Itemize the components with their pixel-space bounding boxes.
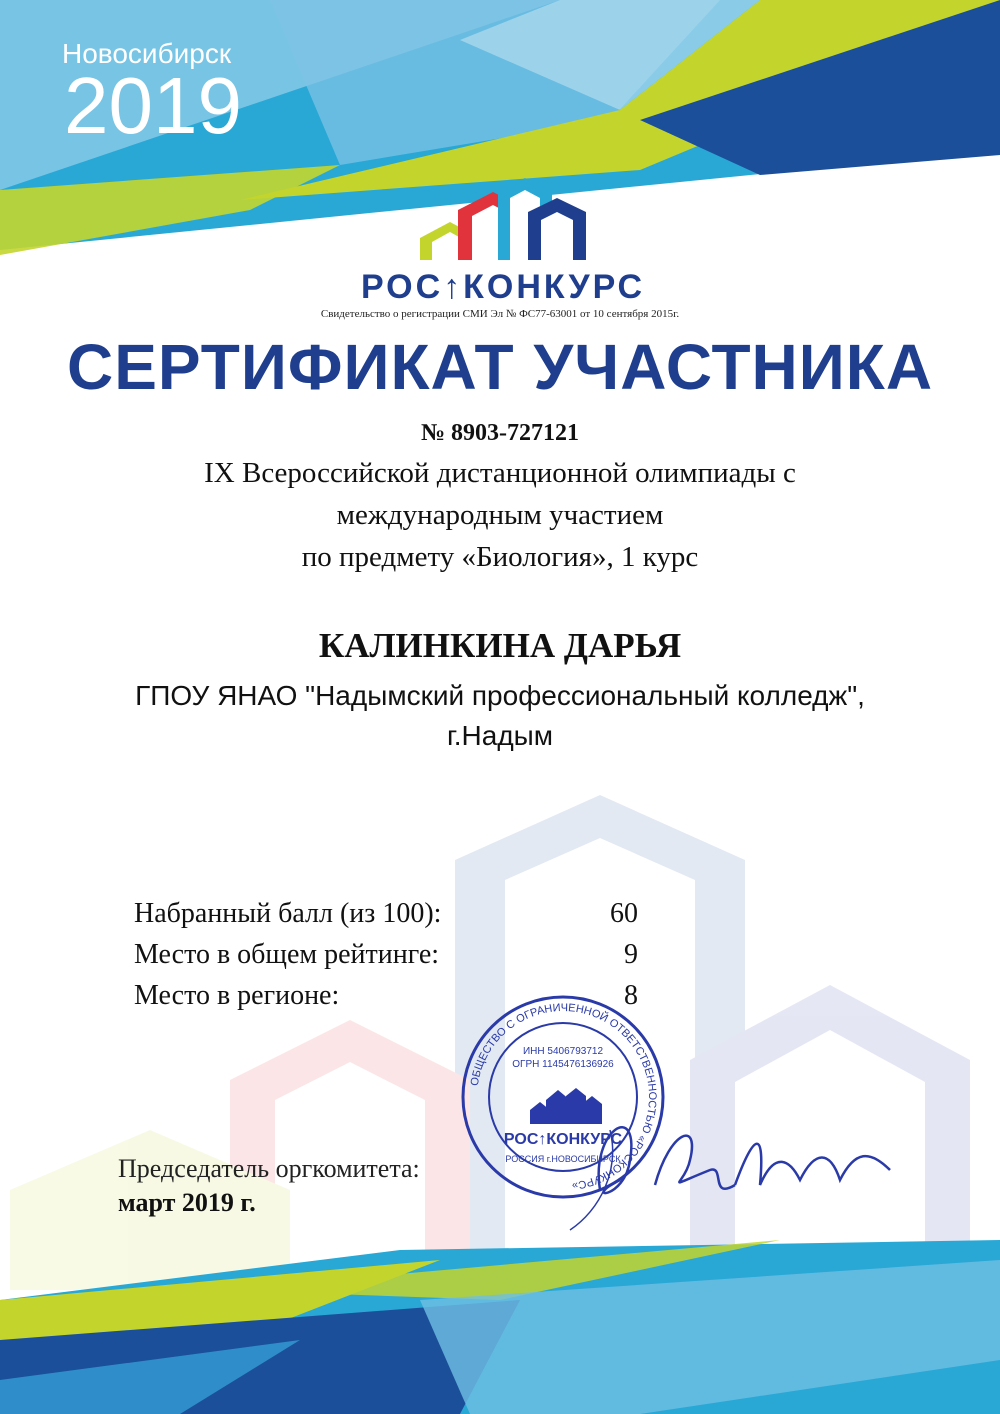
- organization: [0, 676, 1000, 756]
- organization-line: ГПОУ ЯНАО "Надымский профессиональный колледж",: [135, 680, 865, 711]
- result-value: 60: [610, 898, 638, 929]
- participant-name: КАЛИНКИНА ДАРЬЯ: [318, 626, 682, 665]
- certificate-number: № 8903-727121: [420, 420, 580, 446]
- result-label: Место в регионе:: [134, 980, 340, 1011]
- result-value: 9: [624, 939, 638, 970]
- description-line: международным участием: [336, 499, 664, 531]
- chairman-label: Председатель оргкомитета:: [118, 1154, 420, 1183]
- result-label: Набранный балл (из 100):: [134, 898, 442, 929]
- brand-logo-text: РОС↑КОНКУРС: [360, 268, 646, 306]
- result-row-score: [134, 898, 638, 930]
- stamp-inn: ИНН 5406793712: [522, 1046, 604, 1057]
- stamp-location: РОССИЯ г.НОВОСИБИРСК: [505, 1154, 621, 1164]
- year-label: 2019: [64, 61, 242, 150]
- signature-image: [560, 1090, 910, 1240]
- stamp-ring-text: ОБЩЕСТВО С ОГРАНИЧЕННОЙ ОТВЕТСТВЕННОСТЬЮ «РОСКОНКУРС»: [468, 1001, 659, 1192]
- stamp-ogrn: ОГРН 1145476136926: [512, 1059, 614, 1070]
- result-label: Место в общем рейтинге:: [134, 939, 440, 970]
- description-line: по предмету «Биология», 1 курс: [301, 541, 699, 573]
- olympiad-description: [0, 452, 1000, 578]
- city-label: Новосибирск: [62, 38, 232, 69]
- registration-note: Свидетельство о регистрации СМИ Эл № ФС77-63001 от 10 сентября 2015г.: [320, 308, 680, 320]
- result-row-overall-rank: [134, 939, 638, 971]
- stamp-brand: РОС↑КОНКУРС: [503, 1131, 623, 1148]
- certificate-title: СЕРТИФИКАТ УЧАСТНИКА: [66, 331, 934, 403]
- result-value: 8: [624, 980, 638, 1011]
- organization-line: г.Надым: [446, 720, 554, 751]
- issue-date: март 2019 г.: [118, 1188, 256, 1217]
- description-line: IX Всероссийской дистанционной олимпиады с: [204, 457, 796, 489]
